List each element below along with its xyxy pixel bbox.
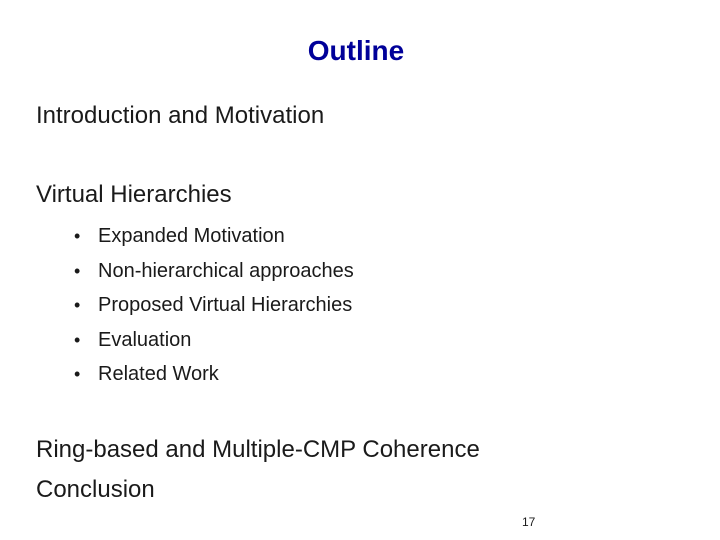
subtopic-item (74, 357, 354, 392)
bullet-icon: • (74, 329, 81, 350)
bullet-icon: • (74, 260, 81, 281)
bullet-icon: • (74, 226, 81, 246)
subtopic-label: Evaluation (98, 328, 192, 351)
section-ring-based-coherence: Ring-based and Multiple-CMP Coherence (36, 436, 480, 463)
subtopic-label: Related Work (98, 363, 219, 385)
bullet-icon: • (74, 295, 81, 315)
subtopic-label: Proposed Virtual Hierarchies (98, 294, 353, 316)
subtopic-item (74, 254, 354, 289)
bullet-icon: • (74, 364, 81, 384)
subtopic-label: Non-hierarchical approaches (98, 259, 354, 282)
slide-title (0, 33, 720, 69)
subtopic-item (74, 323, 354, 358)
page-number: 17 (522, 515, 536, 529)
section-conclusion: Conclusion (36, 476, 155, 503)
subtopic-item (74, 288, 354, 323)
subtopic-list (74, 219, 354, 392)
section-introduction: Introduction and Motivation (36, 102, 325, 129)
subtopic-label: Expanded Motivation (98, 225, 285, 247)
slide-title-text: Outline (307, 35, 405, 66)
subtopic-item (74, 219, 354, 254)
section-virtual-hierarchies: Virtual Hierarchies (36, 181, 232, 208)
